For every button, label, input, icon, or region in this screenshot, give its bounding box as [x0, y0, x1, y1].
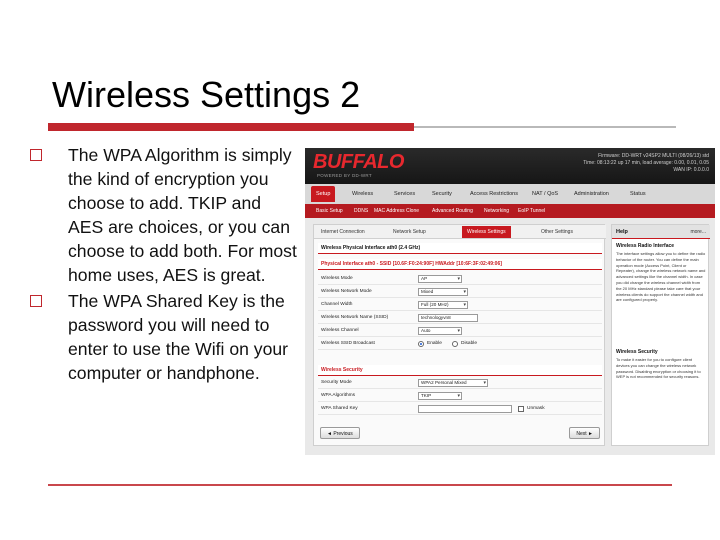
router-tagline: POWERED BY DD-WRT — [317, 173, 372, 178]
subtab-other-settings[interactable]: Other Settings — [541, 229, 573, 235]
router-status-info — [583, 153, 709, 174]
field-row-wireless-mode — [318, 273, 602, 285]
tab-administration[interactable]: Administration — [574, 191, 609, 197]
subtab-wireless-settings[interactable]: Wireless Settings — [462, 226, 511, 238]
setup-subtabs — [314, 225, 606, 239]
bullet-item — [30, 289, 298, 385]
wan-ip-info: WAN IP: 0.0.0.0 — [673, 167, 709, 173]
buffalo-logo: BUFFALO — [313, 151, 404, 173]
router-screenshot — [305, 148, 715, 455]
tab-nat-qos[interactable]: NAT / QoS — [532, 191, 559, 197]
network-mode-select[interactable]: Mixed ▾ — [418, 288, 468, 296]
tab-wireless[interactable]: Wireless — [352, 191, 374, 197]
field-label: WPA Algorithms — [321, 393, 356, 398]
help-section-text: To make it easier for you to configure client devices you can change the wireless network password. Disabling encryption or choosing it to WEP is not recommended for security reasons. — [616, 357, 701, 380]
bullet-list — [30, 143, 298, 385]
unmask-checkbox[interactable] — [518, 406, 524, 412]
subtab-network-setup[interactable]: Network Setup — [393, 229, 426, 235]
subnav-advanced-routing[interactable]: Advanced Routing — [432, 208, 473, 214]
help-section-title: Wireless Radio Interface — [616, 243, 675, 249]
router-header — [305, 148, 715, 184]
subnav-ddns[interactable]: DDNS — [354, 208, 369, 214]
wireless-mode-select[interactable]: AP ▾ — [418, 275, 462, 283]
bottom-rule — [48, 484, 672, 486]
wireless-security-heading: Wireless Security — [318, 365, 602, 376]
tab-setup[interactable]: Setup — [311, 186, 335, 202]
wpa-shared-key-input[interactable] — [418, 405, 512, 413]
wpa-algorithms-select[interactable]: TKIP ▾ — [418, 392, 462, 400]
physical-interface-heading: Wireless Physical Interface ath0 (2.4 GHz) — [318, 243, 602, 254]
next-button[interactable]: Next ► — [569, 427, 600, 439]
router-subnav — [305, 204, 715, 218]
field-label: WPA Shared Key — [321, 406, 358, 411]
subnav-networking[interactable]: Networking — [484, 208, 510, 214]
field-row-wpa-shared-key — [318, 403, 602, 415]
tab-security[interactable]: Security — [432, 191, 452, 197]
help-section-title: Wireless Security — [616, 349, 658, 355]
field-row-network-mode — [318, 286, 602, 298]
firmware-info: Firmware: DD-WRT v24SP2 MULTI (08/26/13) std — [598, 153, 709, 159]
physical-interface-subheading: Physical Interface ath0 - SSID [10.6F:F0:24:90F] HWAddr [10:6F:3F:02:49:06] — [318, 259, 602, 270]
help-title: Help — [616, 229, 628, 235]
router-main-tabs — [305, 184, 715, 204]
field-label: Wireless Mode — [321, 276, 353, 281]
field-label: Wireless Network Mode — [321, 289, 372, 294]
title-underline-gray — [414, 126, 676, 128]
broadcast-disable-radio[interactable] — [452, 341, 458, 347]
radio-label: Enable — [427, 341, 442, 346]
field-label: Wireless Network Name (SSID) — [321, 315, 389, 320]
channel-width-select[interactable]: Full (20 MHz) ▾ — [418, 301, 468, 309]
previous-button[interactable]: ◄ Previous — [320, 427, 360, 439]
security-mode-select[interactable]: WPA2 Personal Mixed ▾ — [418, 379, 488, 387]
subnav-mac-address-clone[interactable]: MAC Address Clone — [374, 208, 420, 214]
help-section-text: The interface settings allow you to define the radio behavior of the router. You can define the main operation mode (Access Point, Client or Repeater), change the wireless network name and advanced settings like the channel width. In case you did change the wireless channel width from the 20 MHz standard please take care that your wireless clients do support the channel width and are configured properly. — [616, 251, 706, 303]
unmask-label: Unmask — [527, 406, 545, 411]
field-label: Channel Width — [321, 302, 353, 307]
tab-status[interactable]: Status — [630, 191, 646, 197]
square-bullet-icon — [30, 149, 42, 161]
wireless-settings-panel — [313, 224, 605, 446]
bullet-text: The WPA Algorithm is simply the kind of encryption you choose to add. TKIP and AES are choices, or you can choose to add both. For most home uses, AES is great. — [68, 145, 297, 285]
ssid-input[interactable]: technologyvn8 — [418, 314, 478, 322]
help-panel — [611, 224, 709, 446]
bullet-text: The WPA Shared Key is the password you will need to enter to use the Wifi on your computer or handphone. — [68, 291, 289, 383]
radio-label: Disable — [461, 341, 477, 346]
wireless-channel-select[interactable]: Auto ▾ — [418, 327, 462, 335]
field-row-security-mode — [318, 377, 602, 389]
tab-access-restrictions[interactable]: Access Restrictions — [470, 191, 518, 197]
title-underline-red — [48, 123, 414, 131]
help-more-link[interactable]: more... — [690, 229, 706, 235]
subnav-basic-setup[interactable]: Basic Setup — [316, 208, 343, 214]
field-row-wpa-algorithms — [318, 390, 602, 402]
field-row-channel-width — [318, 299, 602, 311]
field-row-ssid-broadcast — [318, 338, 602, 350]
field-label: Security Mode — [321, 380, 352, 385]
subnav-eoip-tunnel[interactable]: EoIP Tunnel — [518, 208, 546, 214]
bullet-item — [30, 143, 298, 287]
field-row-channel — [318, 325, 602, 337]
panel-footer — [318, 427, 602, 441]
subtab-internet-connection[interactable]: Internet Connection — [321, 229, 365, 235]
field-label: Wireless SSID Broadcast — [321, 341, 375, 346]
help-header — [612, 225, 710, 239]
broadcast-enable-radio[interactable] — [418, 341, 424, 347]
field-label: Wireless Channel — [321, 328, 359, 333]
uptime-info: Time: 08:13:22 up 17 min, load average: 0.00, 0.01, 0.05 — [583, 160, 709, 166]
tab-services[interactable]: Services — [394, 191, 416, 197]
square-bullet-icon — [30, 295, 42, 307]
slide-title: Wireless Settings 2 — [52, 74, 361, 115]
field-row-ssid — [318, 312, 602, 324]
